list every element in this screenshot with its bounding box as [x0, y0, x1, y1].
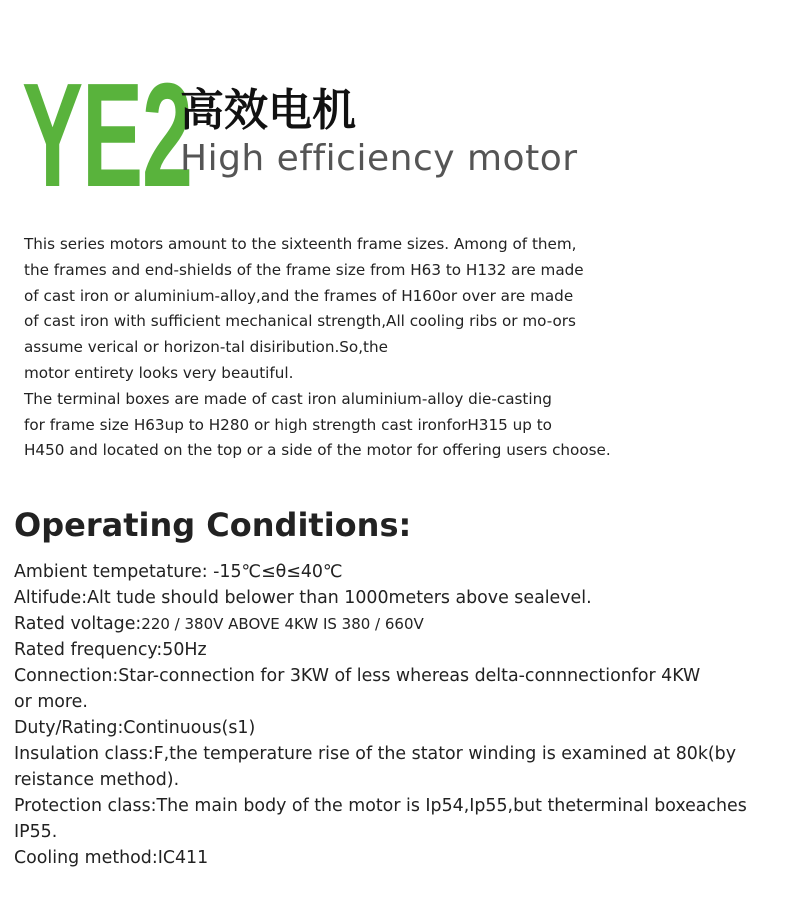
intro-line: motor entirety looks very beautiful. [24, 363, 294, 382]
intro-line: assume verical or horizon-tal disiribution.So,the [24, 338, 388, 357]
operating-conditions-heading: Operating Conditions: [14, 506, 412, 544]
intro-line: for frame size H63up to H280 or high strength cast ironforH315 up to [24, 415, 552, 434]
condition-duty-rating: Duty/Rating:Continuous(s1) [14, 718, 256, 738]
intro-line: H450 and located on the top or a side of the motor for offering users choose. [24, 441, 611, 460]
intro-line: The terminal boxes are made of cast iron aluminium-alloy die-casting [24, 389, 552, 408]
intro-line: of cast iron or aluminium-alloy,and the frames of H160or over are made [24, 286, 574, 305]
condition-protection-class-cont: IP55. [14, 822, 58, 842]
condition-rated-frequency: Rated frequency:50Hz [14, 640, 207, 660]
condition-ambient-temperature: Ambient tempetature: -15℃≤θ≤40℃ [14, 562, 343, 582]
intro-paragraph [24, 232, 624, 464]
condition-connection: Connection:Star-connection for 3KW of less whereas delta-connnectionfor 4KW [14, 666, 701, 686]
condition-protection-class: Protection class:The main body of the motor is Ip54,Ip55,but theterminal boxeaches [14, 796, 747, 816]
intro-line: of cast iron with sufficient mechanical strength,All cooling ribs or mo-ors [24, 312, 576, 331]
condition-cooling-method: Cooling method:IC411 [14, 848, 209, 868]
condition-altitude: Altifude:Alt tude should belower than 1000meters above sealevel. [14, 588, 592, 608]
rated-voltage-value: 220 / 380V ABOVE 4KW IS 380 / 660V [141, 615, 424, 633]
intro-line: This series motors amount to the sixteenth frame sizes. Among of them, [24, 235, 577, 253]
condition-insulation-class-cont: reistance method). [14, 770, 180, 790]
condition-rated-voltage [14, 611, 784, 637]
model-logo: YE2 [22, 53, 192, 218]
rated-voltage-label: Rated voltage: [14, 614, 142, 634]
title-chinese: 高效电机 [180, 85, 356, 136]
condition-insulation-class: Insulation class:F,the temperature rise of the stator winding is examined at 80k(by [14, 744, 737, 764]
title-english: High efficiency motor [180, 138, 578, 179]
condition-connection-cont: or more. [14, 692, 88, 712]
header [0, 0, 790, 218]
intro-line: the frames and end-shields of the frame size from H63 to H132 are made [24, 260, 584, 279]
operating-conditions-list [14, 559, 784, 871]
